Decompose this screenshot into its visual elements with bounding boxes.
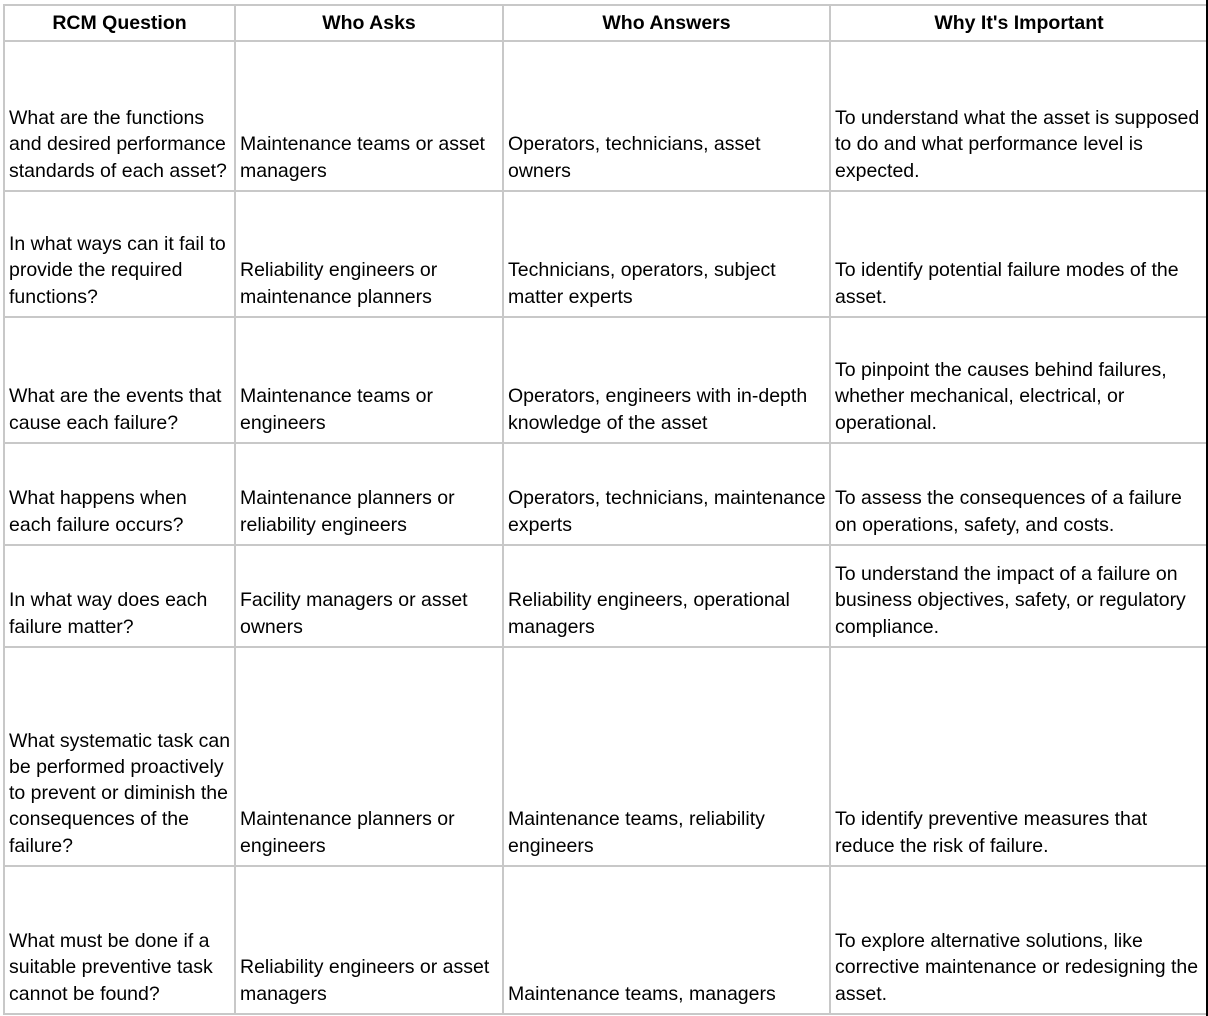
- cell-who-asks: Maintenance planners or reliability engineers: [235, 443, 503, 545]
- table-row: [4, 41, 1208, 191]
- cell-who-asks: Maintenance teams or engineers: [235, 317, 503, 443]
- cell-who-answers: Maintenance teams, reliability engineers: [503, 647, 830, 866]
- cell-why: To explore alternative solutions, like corrective maintenance or redesigning the asset.: [830, 866, 1208, 1014]
- cell-who-answers: Operators, technicians, maintenance experts: [503, 443, 830, 545]
- table-row: [4, 317, 1208, 443]
- cell-question: What are the functions and desired performance standards of each asset?: [4, 41, 235, 191]
- cell-who-answers: Operators, engineers with in-depth knowledge of the asset: [503, 317, 830, 443]
- table-header-row: [4, 5, 1208, 41]
- cell-who-asks: Reliability engineers or asset managers: [235, 866, 503, 1014]
- table-row: [4, 443, 1208, 545]
- cell-who-asks: Maintenance teams or asset managers: [235, 41, 503, 191]
- cell-why: To identify potential failure modes of the asset.: [830, 191, 1208, 317]
- header-why-important: Why It's Important: [830, 5, 1208, 41]
- header-who-answers: Who Answers: [503, 5, 830, 41]
- cell-question: In what way does each failure matter?: [4, 545, 235, 647]
- cell-question: What are the events that cause each failure?: [4, 317, 235, 443]
- rcm-table: [3, 4, 1208, 1015]
- cell-who-answers: Maintenance teams, managers: [503, 866, 830, 1014]
- cell-why: To understand the impact of a failure on business objectives, safety, or regulatory compliance.: [830, 545, 1208, 647]
- table-row: [4, 866, 1208, 1014]
- header-who-asks: Who Asks: [235, 5, 503, 41]
- cell-question: What systematic task can be performed proactively to prevent or diminish the consequences of the failure?: [4, 647, 235, 866]
- cell-who-answers: Reliability engineers, operational managers: [503, 545, 830, 647]
- cell-why: To assess the consequences of a failure on operations, safety, and costs.: [830, 443, 1208, 545]
- cell-question: What must be done if a suitable preventive task cannot be found?: [4, 866, 235, 1014]
- cell-who-asks: Facility managers or asset owners: [235, 545, 503, 647]
- cell-who-asks: Reliability engineers or maintenance planners: [235, 191, 503, 317]
- cell-who-asks: Maintenance planners or engineers: [235, 647, 503, 866]
- header-rcm-question: RCM Question: [4, 5, 235, 41]
- table-row: [4, 191, 1208, 317]
- table-row: [4, 647, 1208, 866]
- cell-who-answers: Technicians, operators, subject matter experts: [503, 191, 830, 317]
- table-row: [4, 545, 1208, 647]
- cell-why: To identify preventive measures that reduce the risk of failure.: [830, 647, 1208, 866]
- cell-who-answers: Operators, technicians, asset owners: [503, 41, 830, 191]
- cell-why: To understand what the asset is supposed to do and what performance level is expected.: [830, 41, 1208, 191]
- cell-question: What happens when each failure occurs?: [4, 443, 235, 545]
- cell-why: To pinpoint the causes behind failures, whether mechanical, electrical, or operational.: [830, 317, 1208, 443]
- cell-question: In what ways can it fail to provide the required functions?: [4, 191, 235, 317]
